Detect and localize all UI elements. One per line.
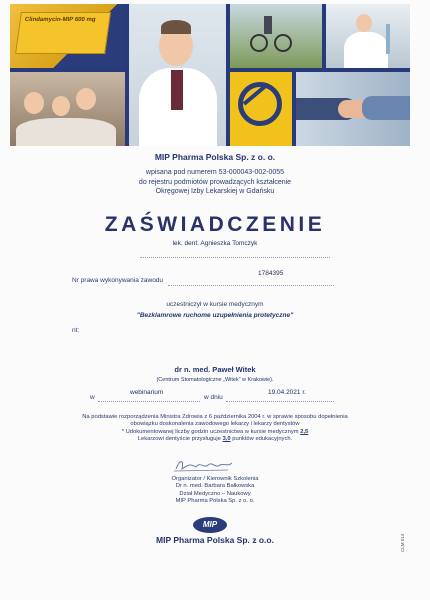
points-post-text: punktów edukacyjnych. <box>232 436 293 443</box>
footer-company: MIP Pharma Polska Sp. z o.o. <box>156 535 274 545</box>
registration-line-1: wpisana pod numerem 53-000043-002-0055 <box>145 169 285 176</box>
product-box-label: Clindamycin-MIP 600 mg <box>24 17 96 23</box>
event-place: webinarium <box>130 389 164 396</box>
event-w-label: w <box>90 394 95 401</box>
recipient-name: lek. dent. Agnieszka Tomczyk <box>172 240 258 247</box>
signature-image <box>170 455 240 475</box>
event-date: 19.04.2021 r. <box>268 389 306 396</box>
side-code: CLM 014 <box>400 533 405 552</box>
lecturer-institution: (Centrum Stomatologiczne „Witek” w Krakowie). <box>156 377 274 383</box>
legal-line-2: obowiązku doskonalenia zawodowego lekarzy i lekarzy dentystów <box>130 421 300 428</box>
organizer-line-1: Organizator / Kierownik Szkolenia <box>171 476 259 482</box>
registration-line-2: do rejestru podmiotów prowadzących kształcenie <box>138 178 292 186</box>
certificate-title: ZAŚWIADCZENIE <box>104 213 326 236</box>
course-title: "Bezklamrowe ruchome uzupełnienia protetyczne" <box>136 312 294 319</box>
doctor-photo <box>129 4 226 146</box>
organizer-block <box>0 476 430 506</box>
legal-line-1: Na podstawie rozporządzenia Ministra Zdrowia z 6 października 2004 r. w sprawie sposobu dopełnienia <box>82 414 348 420</box>
organizer-line-4: MIP Pharma Polska Sp. z o. o. <box>175 498 255 505</box>
legal-line-4 <box>0 436 430 443</box>
lecturer-name: dr n. med. Paweł Witek <box>174 365 256 374</box>
participation-text: uczestniczył w kursie medycznym <box>166 301 264 308</box>
mip-logo-text: MIP <box>202 520 218 529</box>
organizer-line-3: Dział Medyczno – Naukowy <box>179 490 251 497</box>
arrow-logo-tile <box>230 72 292 146</box>
license-label: Nr prawa wykonywania zawodu <box>72 277 164 284</box>
event-date-label: w dniu <box>204 394 223 401</box>
header-photo-collage <box>10 4 410 146</box>
hours-value: 2,5 <box>300 428 309 435</box>
license-number: 1784395 <box>258 270 284 277</box>
points-value: 3,0 <box>222 436 231 443</box>
legal-text <box>0 414 430 444</box>
recipient-dotted-line <box>140 247 330 258</box>
handshake-photo <box>296 72 410 146</box>
lab-photo <box>326 4 410 68</box>
product-box-photo <box>10 4 125 68</box>
hours-text: * Udokumentowanej liczby godzin uczestnictwa w kursie medycznym <box>121 428 299 435</box>
points-pre-text: Lekarzowi dentyście przysługuje <box>137 436 221 443</box>
family-photo <box>10 72 125 146</box>
mip-logo <box>193 517 227 533</box>
organizer-line-2: Dr n. med. Barbara Bałkowska <box>175 483 255 490</box>
license-dotted-line <box>168 277 334 286</box>
legal-line-3 <box>0 429 430 436</box>
cyclists-photo <box>230 4 322 68</box>
registration-line-3: Okręgowej Izby Lekarskiej w Gdańsku <box>155 188 275 195</box>
company-line: MIP Pharma Polska Sp. z o. o. <box>154 152 276 162</box>
nt-label: nt: <box>72 327 80 334</box>
